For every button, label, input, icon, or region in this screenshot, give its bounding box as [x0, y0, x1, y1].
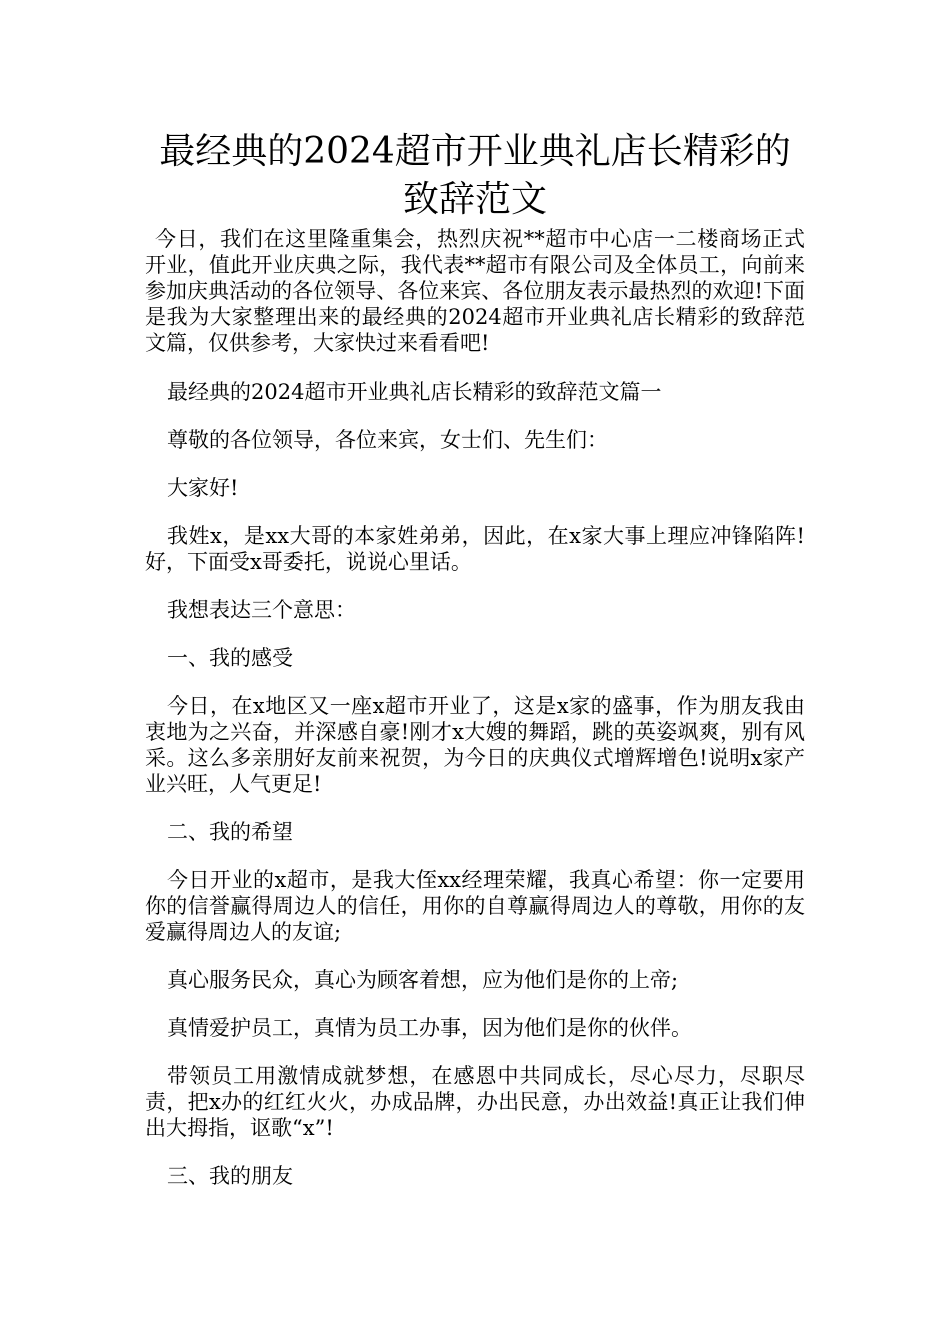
document-page	[145, 128, 805, 1189]
body-paragraph: 今日开业的x超市，是我大侄xx经理荣耀，我真心希望：你一定要用你的信誉赢得周边人的信任，用你的自尊赢得周边人的尊敬，用你的友爱赢得周边人的友谊;	[145, 868, 805, 944]
body-paragraph: 真情爱护员工，真情为员工办事，因为他们是你的伙伴。	[167, 1016, 692, 1040]
section-heading-friends: 三、我的朋友	[167, 1164, 293, 1188]
document-title: 最经典的2024超市开业典礼店长精彩的致辞范文	[159, 131, 791, 220]
body-paragraph: 我姓x，是xx大哥的本家姓弟弟，因此，在x家大事上理应冲锋陷阵!好，下面受x哥委托，说说心里话。	[145, 524, 805, 574]
greeting: 大家好!	[167, 476, 239, 500]
section-heading-part-one: 最经典的2024超市开业典礼店长精彩的致辞范文篇一	[167, 380, 662, 404]
salutation: 尊敬的各位领导，各位来宾，女士们、先生们：	[167, 428, 608, 452]
intro-paragraph: 今日，我们在这里隆重集会，热烈庆祝**超市中心店一二楼商场正式开业，值此开业庆典之际，我代表**超市有限公司及全体员工，向前来参加庆典活动的各位领导、各位来宾、各位朋友表示最热烈的欢迎!下面是我为大家整理出来的最经典的2024超市开业典礼店长精彩的致辞范文篇，仅供参考，大家快过来看看吧!	[145, 227, 805, 355]
body-paragraph: 我想表达三个意思：	[167, 598, 356, 622]
body-paragraph: 今日，在x地区又一座x超市开业了，这是x家的盛事，作为朋友我由衷地为之兴奋，并深感自豪!刚才x大嫂的舞蹈，跳的英姿飒爽，别有风采。这么多亲朋好友前来祝贺，为今日的庆典仪式增辉增色!说明x家产业兴旺，人气更足!	[145, 694, 805, 796]
section-heading-hopes: 二、我的希望	[167, 820, 293, 844]
body-paragraph: 真心服务民众，真心为顾客着想，应为他们是你的上帝;	[167, 968, 679, 992]
section-heading-feelings: 一、我的感受	[167, 646, 293, 670]
body-paragraph: 带领员工用激情成就梦想，在感恩中共同成长，尽心尽力，尽职尽责，把x办的红红火火，办成品牌，办出民意，办出效益!真正让我们伸出大拇指，讴歌“x”!	[145, 1064, 805, 1140]
